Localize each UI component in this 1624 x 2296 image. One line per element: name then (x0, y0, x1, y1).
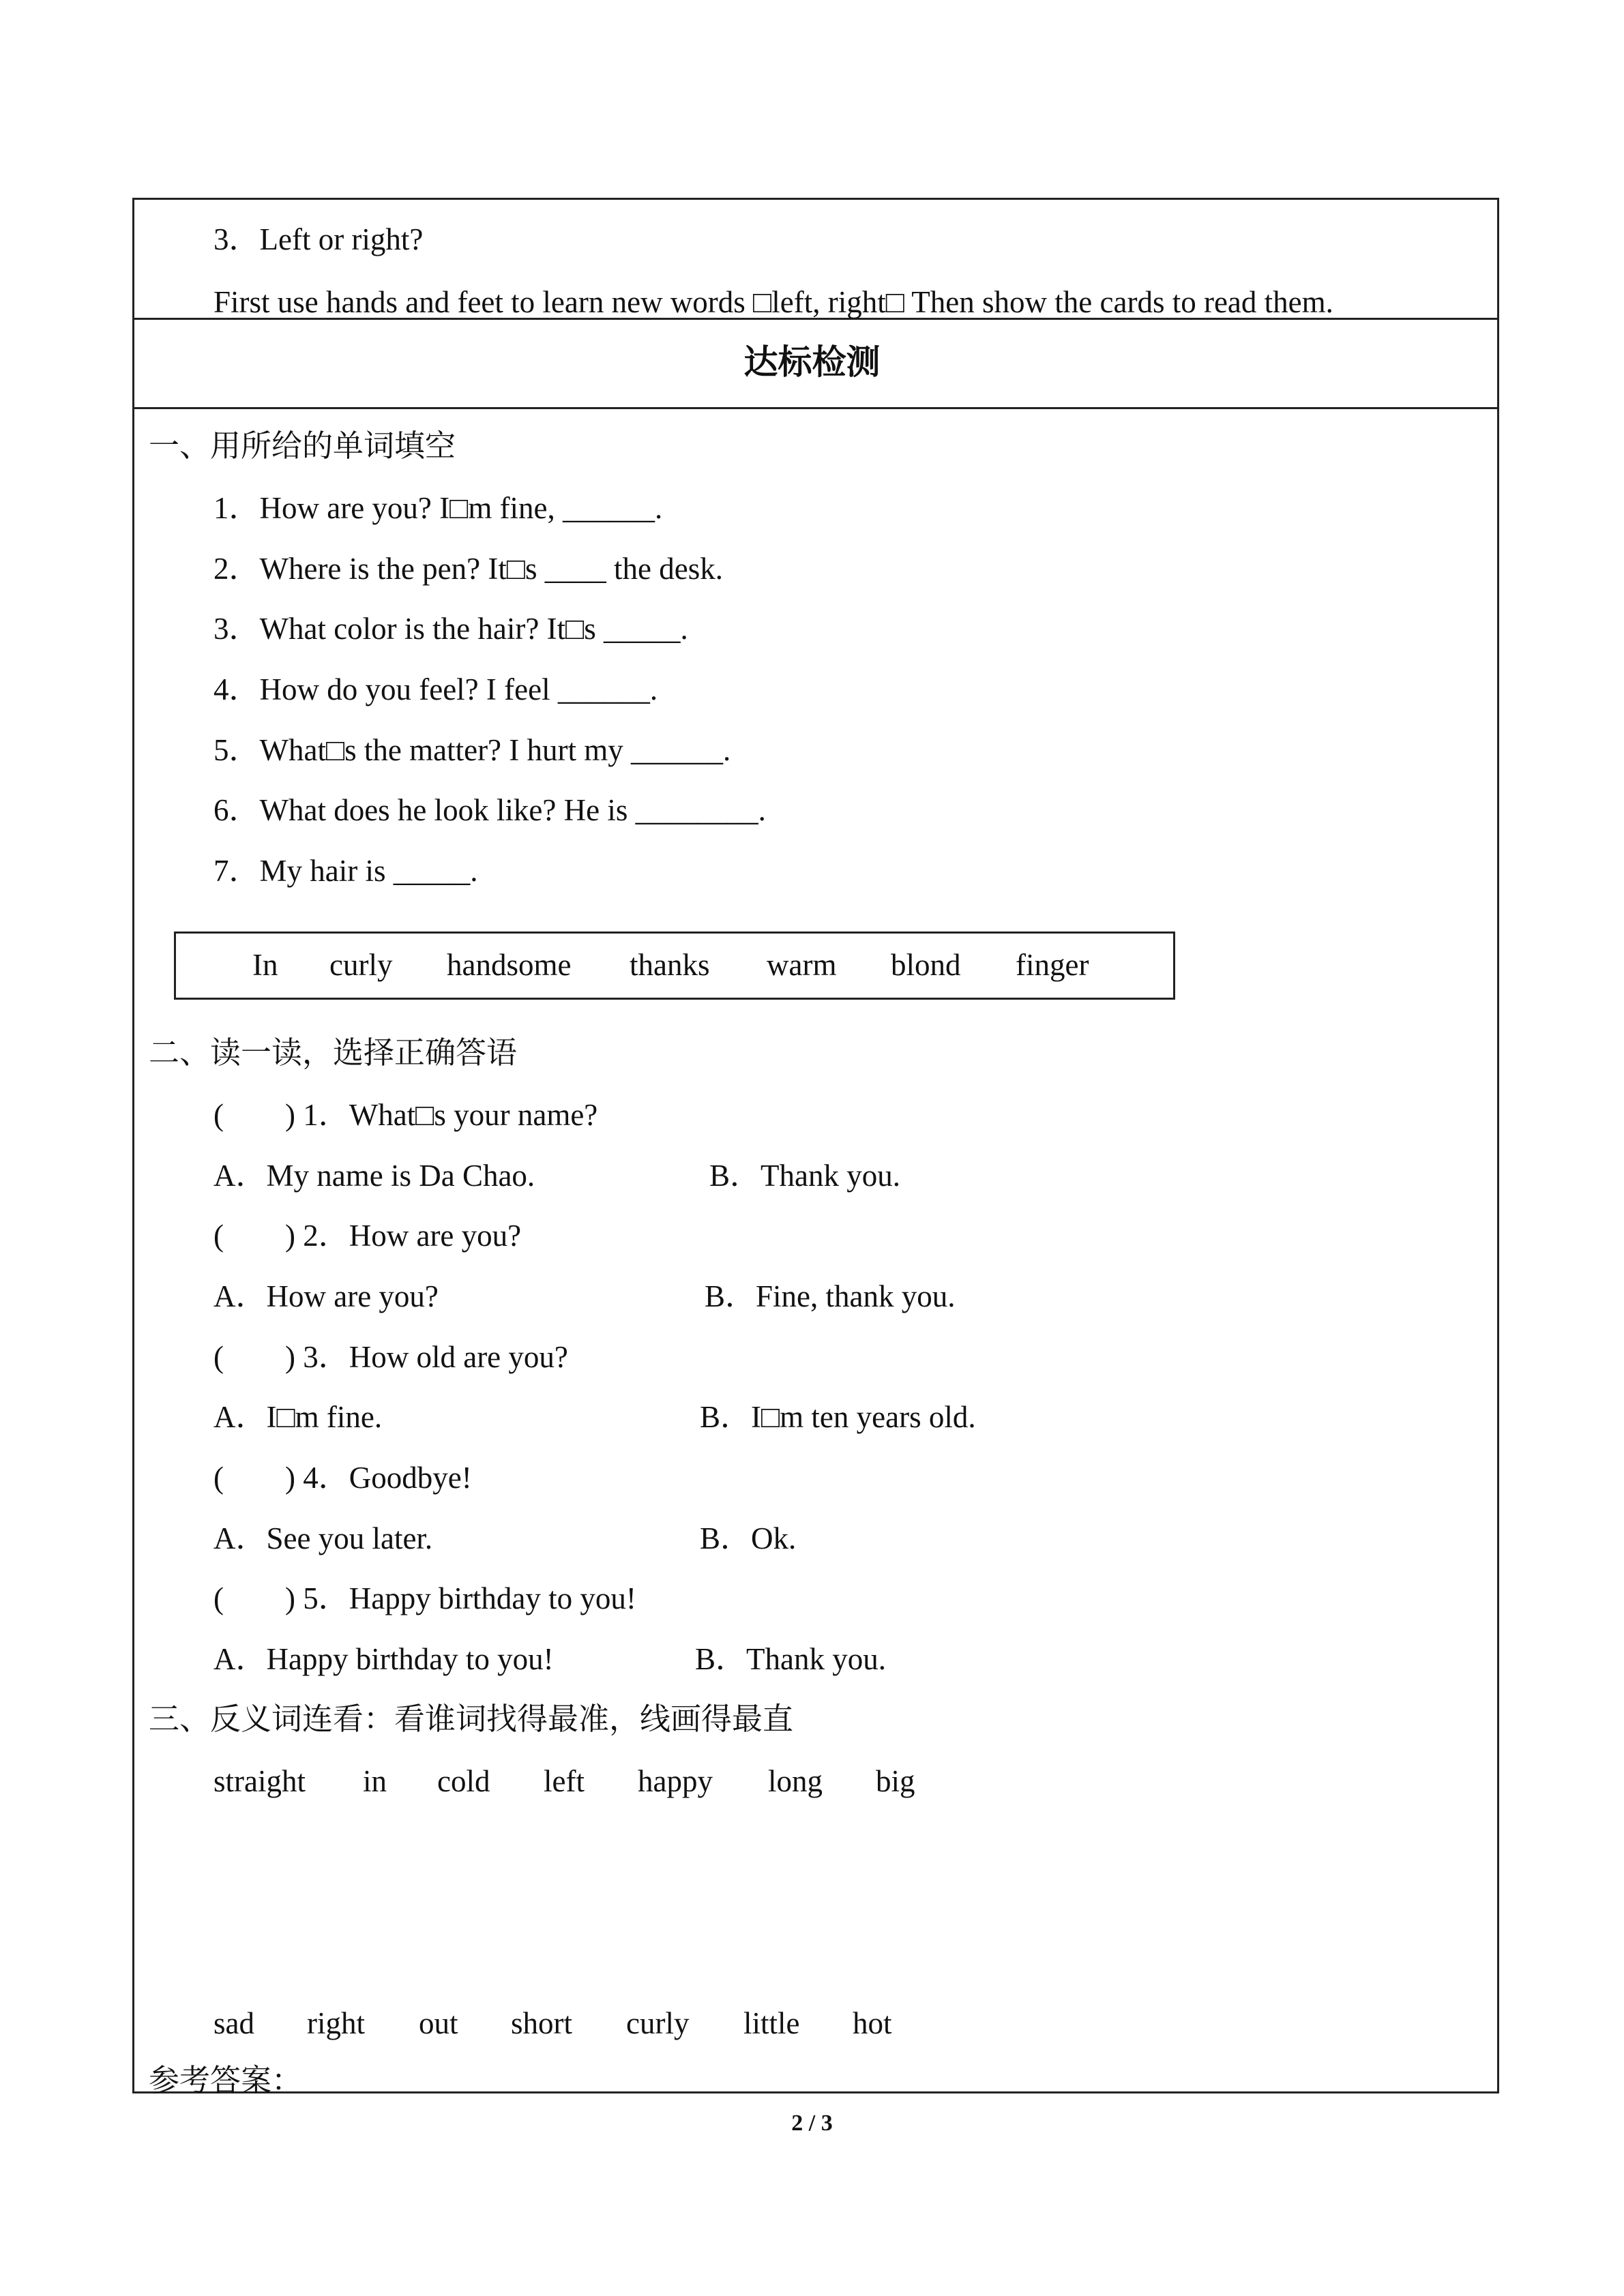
part2-option-b: B．Thank you. (695, 1642, 886, 1676)
part2-question-stem: ( ) 4．Goodbye! (213, 1461, 472, 1495)
part1-question: 4．How do you feel? I feel ______. (213, 672, 658, 706)
part2-option-b: B．Thank you. (709, 1159, 900, 1193)
table-frame (132, 198, 1499, 2093)
intro-item3-text: First use hands and feet to learn new words □left, right□ Then show the cards to read them. (213, 285, 1333, 319)
part3-heading: 三、反义词连看：看谁词找得最准，线画得最直 (149, 1701, 794, 1737)
antonym-top-word: in (363, 1764, 387, 1798)
antonym-bottom-word: right (307, 2006, 365, 2040)
section-title: 达标检测 (743, 342, 881, 382)
intro-item3-title: 3．Left or right? (213, 222, 424, 256)
part1-question: 3．What color is the hair? It□s _____. (213, 612, 688, 646)
word-bank-word: blond (891, 948, 961, 982)
answers-label: 参考答案： (149, 2062, 303, 2098)
part2-option-a: A．I□m fine. (213, 1400, 383, 1434)
part1-question: 6．What does he look like? He is ________. (213, 793, 766, 827)
antonym-top-word: cold (437, 1764, 490, 1798)
antonym-top-word: straight (213, 1764, 306, 1798)
part2-option-b: B．Fine, thank you. (705, 1279, 956, 1313)
word-bank-word: warm (767, 948, 837, 982)
word-bank-word: finger (1016, 948, 1089, 982)
part1-question: 2．Where is the pen? It□s ____ the desk. (213, 552, 723, 586)
antonym-bottom-word: short (511, 2006, 572, 2040)
part1-question: 1．How are you? I□m fine, ______. (213, 491, 663, 525)
antonym-top-word: big (876, 1764, 915, 1798)
antonym-bottom-word: curly (626, 2006, 690, 2040)
part1-question: 7．My hair is _____. (213, 854, 478, 888)
part2-question-stem: ( ) 5．Happy birthday to you! (213, 1581, 636, 1615)
part2-option-b: B．I□m ten years old. (700, 1400, 976, 1434)
row-divider-2 (132, 407, 1499, 409)
antonym-top-word: left (544, 1764, 585, 1798)
antonym-top-word: long (768, 1764, 823, 1798)
part2-question-stem: ( ) 3．How old are you? (213, 1340, 568, 1374)
word-bank-word: handsome (447, 948, 572, 982)
word-bank-word: curly (329, 948, 393, 982)
antonym-top-word: happy (638, 1764, 713, 1798)
part1-question: 5．What□s the matter? I hurt my ______. (213, 733, 731, 767)
antonym-bottom-word: little (743, 2006, 800, 2040)
part2-option-a: A．Happy birthday to you! (213, 1642, 554, 1676)
word-bank-word: In (252, 948, 278, 982)
part2-option-a: A．How are you? (213, 1279, 439, 1313)
antonym-bottom-word: sad (213, 2006, 254, 2040)
part2-option-b: B．Ok. (700, 1521, 797, 1555)
part2-question-stem: ( ) 2．How are you? (213, 1219, 522, 1253)
page-number: 2 / 3 (791, 2111, 833, 2136)
part2-option-a: A．My name is Da Chao. (213, 1159, 535, 1193)
antonym-bottom-word: out (419, 2006, 458, 2040)
part2-question-stem: ( ) 1．What□s your name? (213, 1098, 598, 1132)
part2-option-a: A．See you later. (213, 1521, 433, 1555)
part1-heading: 一、用所给的单词填空 (149, 428, 456, 464)
antonym-bottom-word: hot (853, 2006, 892, 2040)
word-bank-word: thanks (630, 948, 710, 982)
part2-heading: 二、读一读，选择正确答语 (149, 1034, 518, 1071)
